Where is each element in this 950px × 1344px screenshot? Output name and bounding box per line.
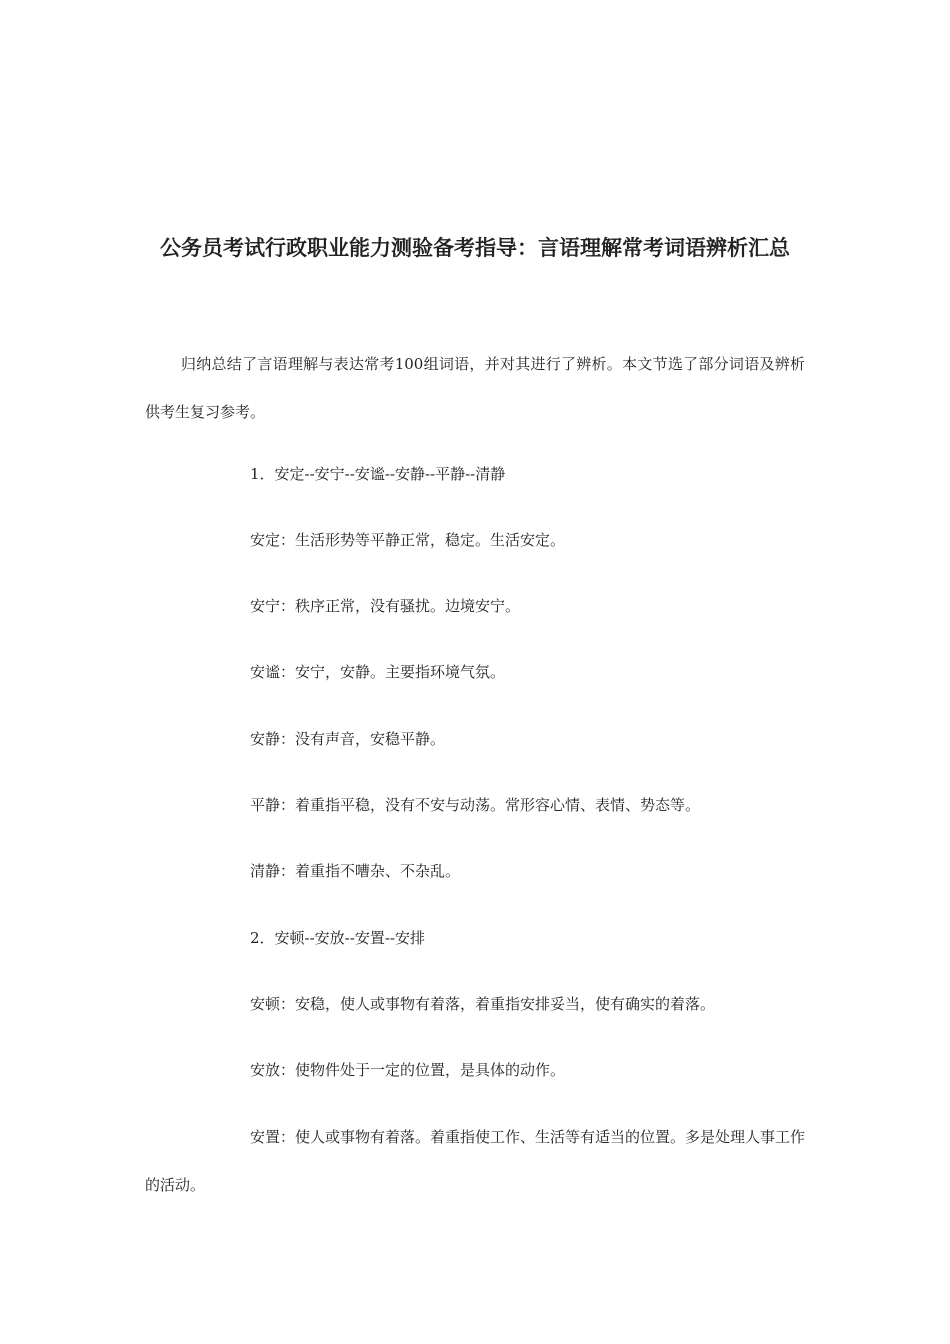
- document-title: 公务员考试行政职业能力测验备考指导：言语理解常考词语辨析汇总: [160, 236, 790, 260]
- definition-anfang: 安放：使物件处于一定的位置，是具体的动作。: [250, 1061, 566, 1079]
- group-2-heading: 2．安顿--安放--安置--安排: [250, 929, 425, 947]
- definition-qingjing: 清静：着重指不嘈杂、不杂乱。: [250, 862, 461, 880]
- definition-anmi: 安谧：安宁，安静。主要指环境气氛。: [250, 663, 506, 681]
- definition-anning: 安宁：秩序正常，没有骚扰。边境安宁。: [250, 597, 521, 615]
- intro-paragraph: 归纳总结了言语理解与表达常考100组词语，并对其进行了辨析。本文节选了部分词语及辨析供考生复习参考。: [145, 355, 805, 421]
- definition-anding: 安定：生活形势等平静正常，稳定。生活安定。: [250, 531, 566, 549]
- group-1-heading: 1．安定--安宁--安谧--安静--平静--清静: [250, 465, 506, 483]
- definition-andun: 安顿：安稳，使人或事物有着落，着重指安排妥当，使有确实的着落。: [250, 995, 716, 1013]
- definition-anjing: 安静：没有声音，安稳平静。: [250, 730, 446, 748]
- definition-pingjing: 平静：着重指平稳，没有不安与动荡。常形容心情、表情、势态等。: [250, 796, 701, 814]
- definition-anzhi: 安置：使人或事物有着落。着重指使工作、生活等有适当的位置。多是处理人事工作的活动。: [145, 1128, 806, 1194]
